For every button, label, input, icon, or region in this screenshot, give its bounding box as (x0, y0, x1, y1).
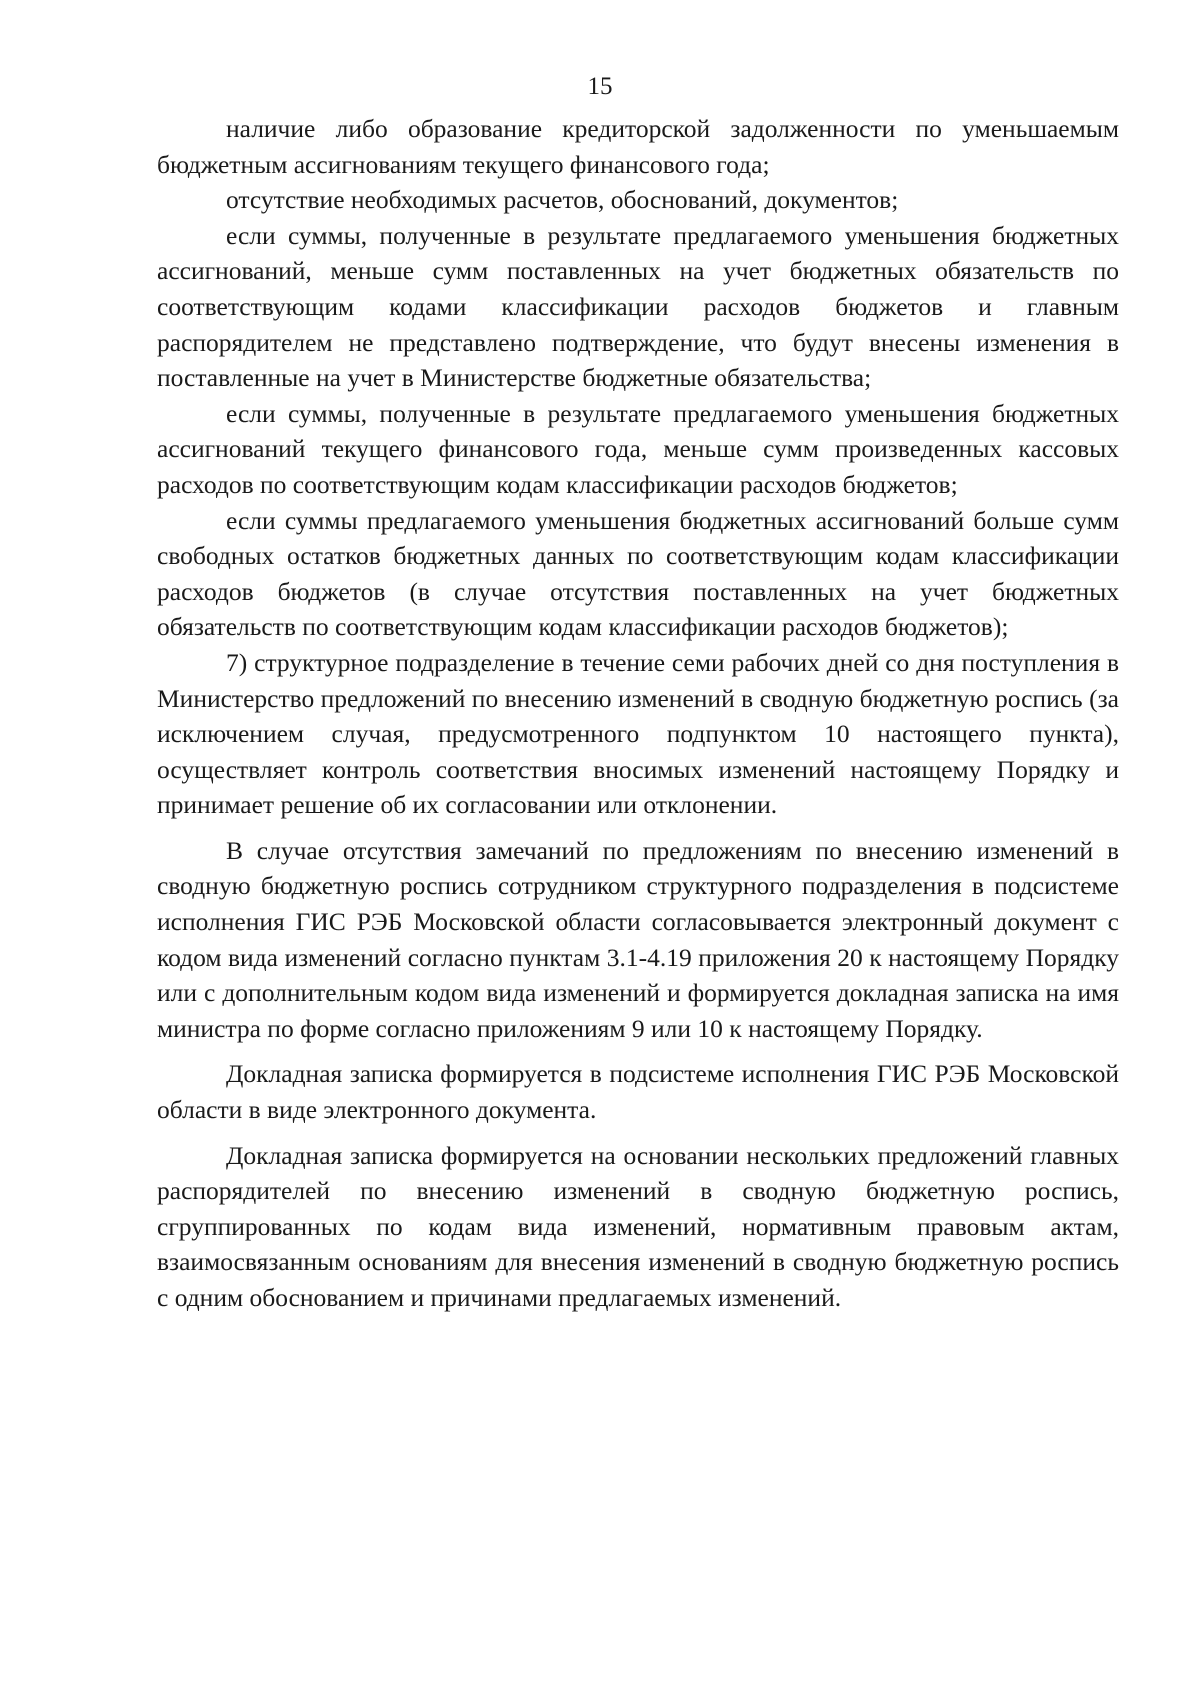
paragraph-memo-electronic: Докладная записка формируется в подсистеме исполнения ГИС РЭБ Московской области в виде электронного документа. (157, 1059, 1119, 1125)
paragraph-no-remarks: В случае отсутствия замечаний по предложениям по внесению изменений в сводную бюджетную роспись сотрудником структурного подразделения в подсистеме исполнения ГИС РЭБ Московской области согласовывается электронный документ с кодом вида изменений согласно пунктам 3.1-4.19 приложения 20 к настоящему Порядку или с дополнительным кодом вида изменений и формируется докладная записка на имя министра по форме согласно приложениям 9 или 10 к настоящему Порядку. (157, 835, 1119, 1043)
paragraph-missing-documents: отсутствие необходимых расчетов, обоснований, документов; (226, 185, 899, 215)
document-body (157, 111, 1119, 1316)
paragraph-payables: наличие либо образование кредиторской задолженности по уменьшаемым бюджетным ассигнованиям текущего финансового года; (157, 114, 1119, 179)
paragraph-item-7: 7) структурное подразделение в течение семи рабочих дней со дня поступления в Министерство предложений по внесению изменений в сводную бюджетную роспись (за исключением случая, предусмотренного подпунктом 10 настоящего пункта), осуществляет контроль соответствия вносимых изменений настоящему Порядку и принимает решение об их согласовании или отклонении. (157, 647, 1119, 820)
paragraph-obligations-condition: если суммы, полученные в результате предлагаемого уменьшения бюджетных ассигнований, меньше сумм поставленных на учет бюджетных обязательств по соответствующим кодами классификации расходов бюджетов и главным распорядителем не представлено подтверждение, что будут внесены изменения в поставленные на учет в Министерстве бюджетные обязательства; (157, 220, 1119, 393)
paragraph-cash-expenses-condition: если суммы, полученные в результате предлагаемого уменьшения бюджетных ассигнований текущего финансового года, меньше сумм произведенных кассовых расходов по соответствующим кодам классификации расходов бюджетов; (157, 398, 1119, 499)
page-number: 15 (587, 73, 613, 100)
paragraph-free-balances-condition: если суммы предлагаемого уменьшения бюджетных ассигнований больше сумм свободных остатков бюджетных данных по соответствующим кодам классификации расходов бюджетов (в случае отсутствия поставленных на учет бюджетных обязательств по соответствующим кодам классификации расходов бюджетов); (157, 505, 1119, 642)
paragraph-memo-basis: Докладная записка формируется на основании нескольких предложений главных распорядителей по внесению изменений в сводную бюджетную роспись, сгруппированных по кодам вида изменений, нормативным правовым актам, взаимосвязанным основаниям для внесения изменений в сводную бюджетную роспись с одним обоснованием и причинами предлагаемых изменений. (157, 1140, 1119, 1312)
